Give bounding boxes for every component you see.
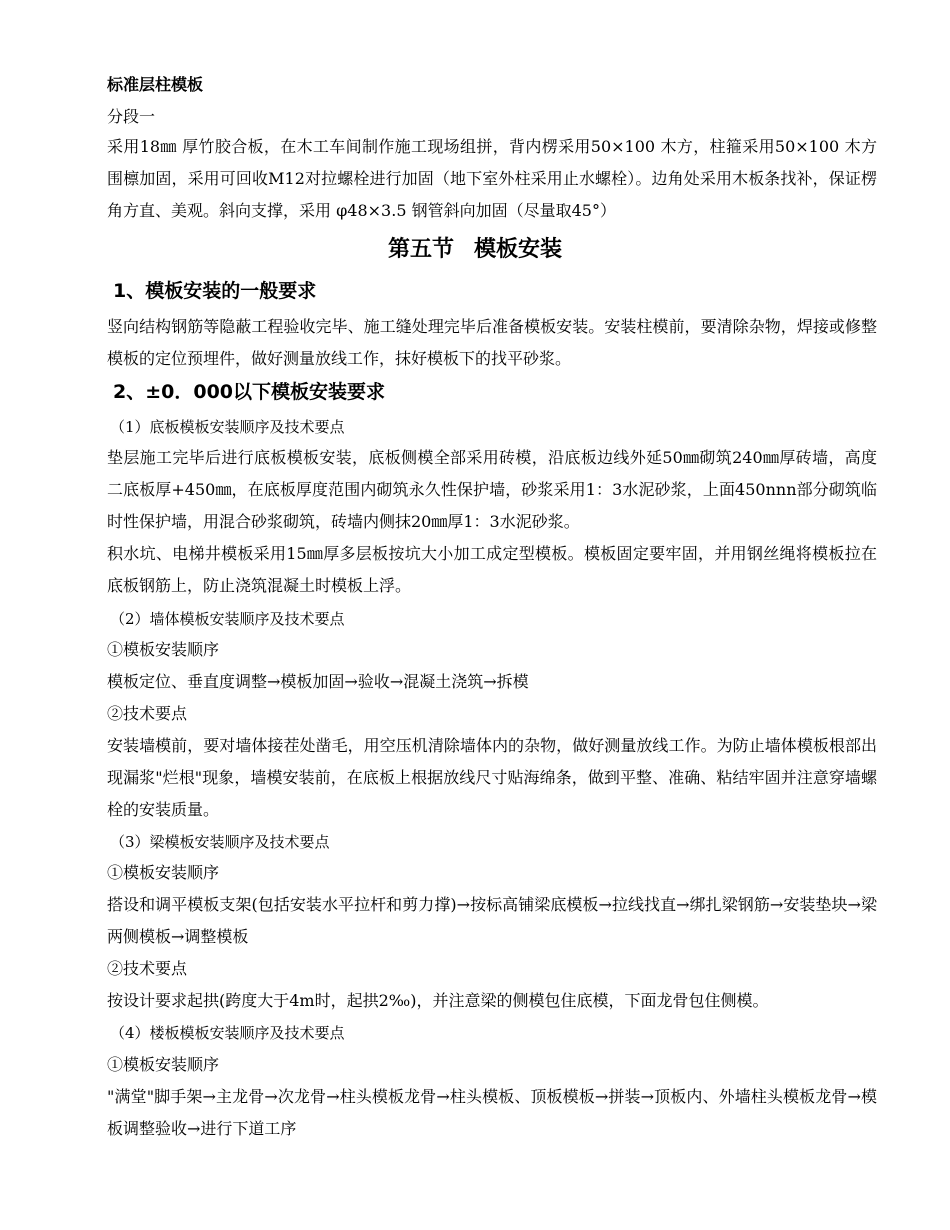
slab-sequence: "满堂"脚手架→主龙骨→次龙骨→柱头模板龙骨→柱头模板、顶板模板→拼装→顶板内、外墙柱头模板龙骨→模板调整验收→进行下道工序: [107, 1087, 877, 1138]
wall-sequence: 模板定位、垂直度调整→模板加固→验收→混凝土浇筑→拆模: [107, 672, 529, 691]
wall-tech-label: ②技术要点: [107, 704, 188, 723]
wall-sequence-label: ①模板安装顺序: [107, 640, 220, 659]
general-requirements-heading: 1、模板安装的一般要求: [113, 280, 317, 302]
base-slab-paragraph-1: 垫层施工完毕后进行底板模板安装，底板侧模全部采用砖模，沿底板边线外延50㎜砌筑240㎜厚砖墙，高度二底板厚+450㎜，在底板厚度范围内砌筑永久性保护墙，砂浆采用1：3水泥砂浆，上面450nnn部分砌筑临时性保护墙，用混合砂浆砌筑，砖墙内侧抹20㎜厚1：3水泥砂浆。: [107, 448, 877, 531]
intro-segment: 分段一: [107, 107, 156, 126]
beam-tech-paragraph: 按设计要求起拱(跨度大于4m时，起拱2‰)，并注意梁的侧模包住底模，下面龙骨包住侧模。: [107, 991, 769, 1010]
wall-title: （2）墙体模板安装顺序及技术要点: [110, 610, 345, 628]
section-title: [0, 234, 950, 266]
section-number: 第五节: [387, 237, 454, 262]
beam-sequence: 搭设和调平模板支架(包括安装水平拉杆和剪力撑)→按标高铺梁底模板→拉线找直→绑扎梁钢筋→安装垫块→梁两侧模板→调整模板: [107, 895, 877, 946]
intro-paragraph: [107, 131, 877, 227]
section-name: 模板安装: [474, 237, 563, 262]
beam-sequence-label: ①模板安装顺序: [107, 863, 220, 882]
below-zero-heading: 2、±0．000以下模板安装要求: [113, 381, 386, 403]
base-slab-paragraph-2: 积水坑、电梯井模板采用15㎜厚多层板按坑大小加工成定型模板。模板固定要牢固，并用钢丝绳将模板拉在底板钢筋上，防止浇筑混凝土时模板上浮。: [107, 544, 877, 595]
wall-tech-paragraph: 安装墙模前，要对墙体接茬处凿毛，用空压机清除墙体内的杂物，做好测量放线工作。为防止墙体模板根部出现漏浆"烂根"现象，墙模安装前，在底板上根据放线尺寸贴海绵条，做到平整、准确、粘结牢固并注意穿墙螺栓的安装质量。: [107, 736, 877, 819]
slab-sequence-label: ①模板安装顺序: [107, 1055, 220, 1074]
general-requirements-paragraph: 竖向结构钢筋等隐蔽工程验收完毕、施工缝处理完毕后准备模板安装。安装柱模前，要清除杂物，焊接或修整模板的定位预埋件，做好测量放线工作，抹好模板下的找平砂浆。: [107, 317, 877, 368]
intro-paragraph-text: 采用18㎜ 厚竹胶合板，在木工车间制作施工现场组拼，背内楞采用50×100 木方，柱箍采用50×100 木方围檩加固，采用可回收M12对拉螺栓进行加固（地下室外柱采用止水螺栓）。边角处采用木板条找补，保证楞角方直、美观。斜向支撑，采用 φ48×3.5 钢管斜向加固（尽量取45°）: [107, 137, 877, 220]
intro-heading: 标准层柱模板: [107, 75, 204, 94]
base-slab-title: （1）底板模板安装顺序及技术要点: [110, 418, 345, 436]
slab-title: （4）楼板模板安装顺序及技术要点: [110, 1024, 345, 1042]
beam-tech-label: ②技术要点: [107, 959, 188, 978]
beam-title: （3）梁模板安装顺序及技术要点: [110, 833, 330, 851]
